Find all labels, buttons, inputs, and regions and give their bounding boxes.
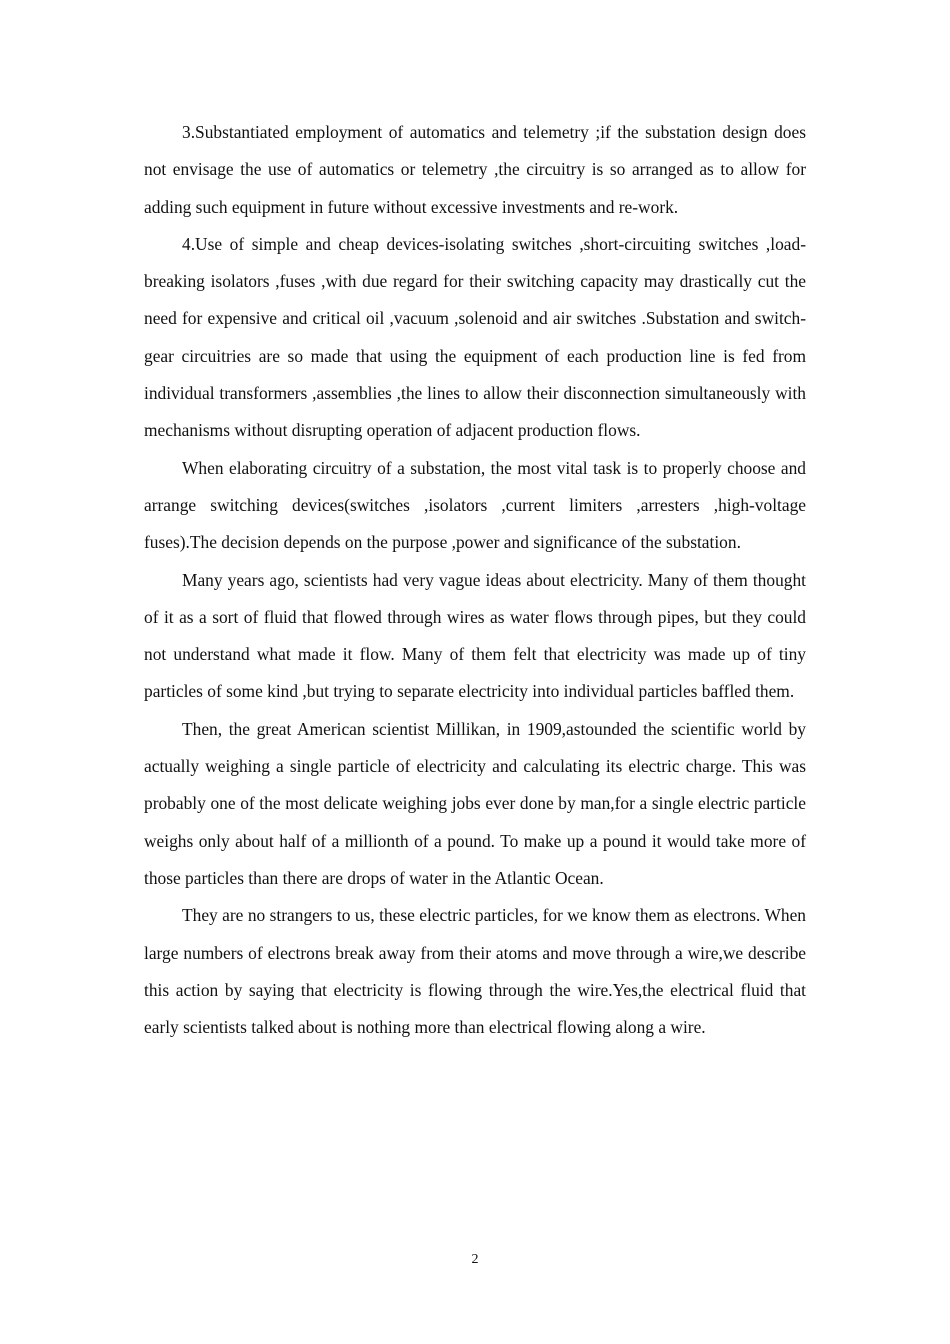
paragraph-electrons: They are no strangers to us, these electric particles, for we know them as electrons. When large numbers of electrons break away from their atoms and move through a wire,we describe this action by saying that electricity is flowing through the wire.Yes,the electrical fluid that early scientists talked about is nothing more than electrical flowing along a wire. — [144, 905, 806, 1038]
paragraph-vague-ideas: Many years ago, scientists had very vague ideas about electricity. Many of them thought of it as a sort of fluid that flowed through wires as water flows through pipes, but they could not understand what made it flow. Many of them felt that electricity was made up of tiny particles of some kind ,but trying to separate electricity into individual particles baffled them. — [144, 569, 806, 702]
paragraph-millikan: Then, the great American scientist Millikan, in 1909,astounded the scientific world by actually weighing a single particle of electricity and calculating its electric charge. This was probably one of the most delicate weighing jobs ever done by man,for a single electric particle weighs only about half of a millionth of a pound. To make up a pound it would take more of those particles than there are drops of water in the Atlantic Ocean. — [144, 718, 806, 888]
paragraph-switching-devices: When elaborating circuitry of a substation, the most vital task is to properly choose and arrange switching devices(switches ,isolators ,current limiters ,arresters ,high-voltage fuses).The decision depends on the purpose ,power and significance of the substation. — [144, 457, 806, 553]
paragraph-automatics-telemetry: 3.Substantiated employment of automatics and telemetry ;if the substation design does not envisage the use of automatics or telemetry ,the circuitry is so arranged as to allow for adding such equipment in future without excessive investments and re-work. — [144, 122, 806, 217]
page-number: 2 — [471, 1252, 479, 1267]
paragraph-simple-devices: 4.Use of simple and cheap devices-isolating switches ,short-circuiting switches ,load-breaking isolators ,fuses ,with due regard for their switching capacity may drastically cut the need for expensive and critical oil ,vacuum ,solenoid and air switches .Substation and switch-gear circuitries are so made that using the equipment of each production line is fed from individual transformers ,assemblies ,the lines to allow their disconnection simultaneously with mechanisms without disrupting operation of adjacent production flows. — [144, 233, 806, 441]
document-body — [144, 114, 806, 1046]
